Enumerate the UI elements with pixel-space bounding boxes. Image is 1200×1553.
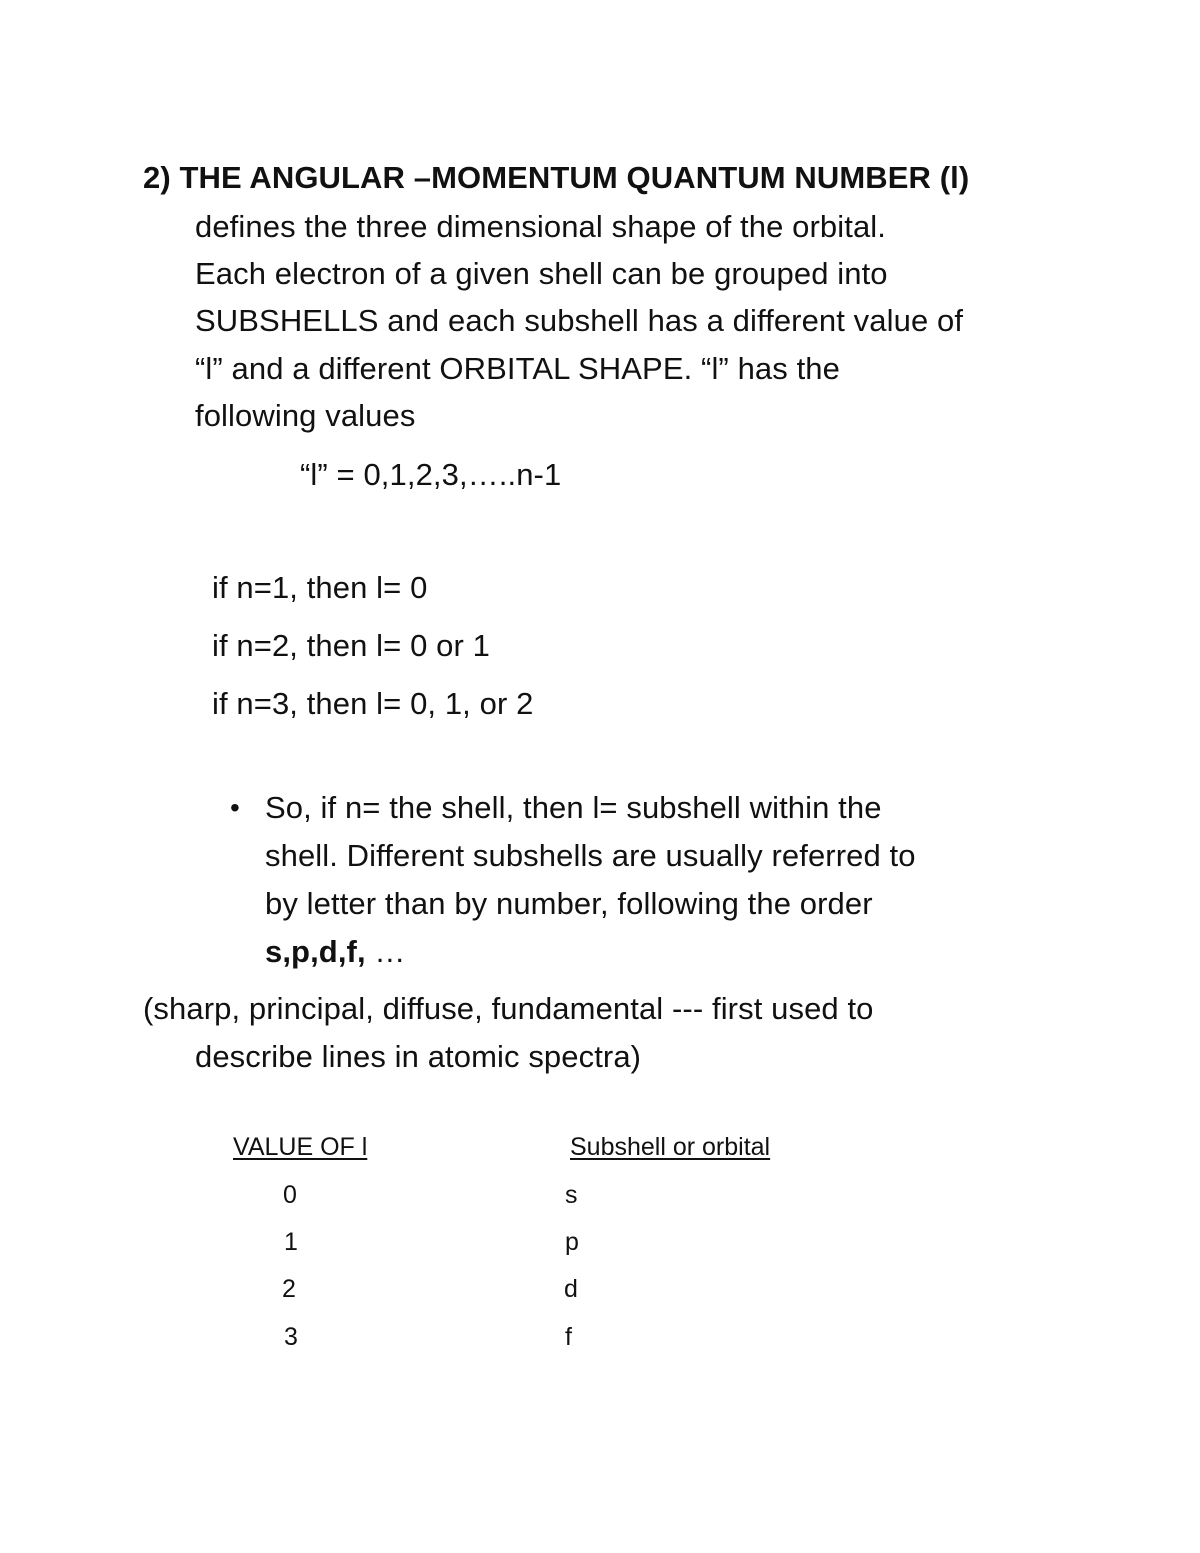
condition-line: if n=3, then l= 0, 1, or 2 bbox=[212, 686, 534, 721]
formula-line: “l” = 0,1,2,3,…..n-1 bbox=[300, 457, 562, 492]
table-cell-subshell: p bbox=[565, 1228, 579, 1256]
table-cell-value: 1 bbox=[284, 1228, 298, 1256]
orbital-letters: s,p,d,f, bbox=[265, 934, 366, 969]
paragraph-line: defines the three dimensional shape of the orbital. bbox=[195, 209, 886, 244]
bullet-icon: • bbox=[230, 792, 240, 823]
note-line: describe lines in atomic spectra) bbox=[195, 1039, 642, 1074]
bullet-line: by letter than by number, following the order bbox=[265, 886, 873, 921]
table-cell-subshell: d bbox=[564, 1275, 578, 1303]
bullet-line: So, if n= the shell, then l= subshell within the bbox=[265, 790, 882, 825]
table-cell-value: 3 bbox=[284, 1323, 298, 1351]
paragraph-line: SUBSHELLS and each subshell has a different value of bbox=[195, 303, 964, 338]
paragraph-line: following values bbox=[195, 398, 416, 433]
bullet-order-line bbox=[265, 932, 406, 972]
paragraph-line: Each electron of a given shell can be grouped into bbox=[195, 256, 888, 291]
paragraph-line: “l” and a different ORBITAL SHAPE. “l” has the bbox=[195, 351, 840, 386]
orbital-letters-ellipsis: … bbox=[365, 934, 406, 969]
table-cell-subshell: s bbox=[565, 1181, 578, 1209]
bullet-line: shell. Different subshells are usually referred to bbox=[265, 838, 916, 873]
section-heading: 2) THE ANGULAR –MOMENTUM QUANTUM NUMBER (l) bbox=[143, 160, 970, 195]
table-header-subshell: Subshell or orbital bbox=[570, 1133, 771, 1161]
table-cell-subshell: f bbox=[565, 1323, 572, 1351]
condition-line: if n=1, then l= 0 bbox=[212, 570, 428, 605]
table-cell-value: 0 bbox=[283, 1181, 297, 1209]
table-header-value: VALUE OF l bbox=[233, 1133, 368, 1161]
note-line: (sharp, principal, diffuse, fundamental --- first used to bbox=[143, 991, 874, 1026]
table-cell-value: 2 bbox=[282, 1275, 296, 1303]
condition-line: if n=2, then l= 0 or 1 bbox=[212, 628, 490, 663]
